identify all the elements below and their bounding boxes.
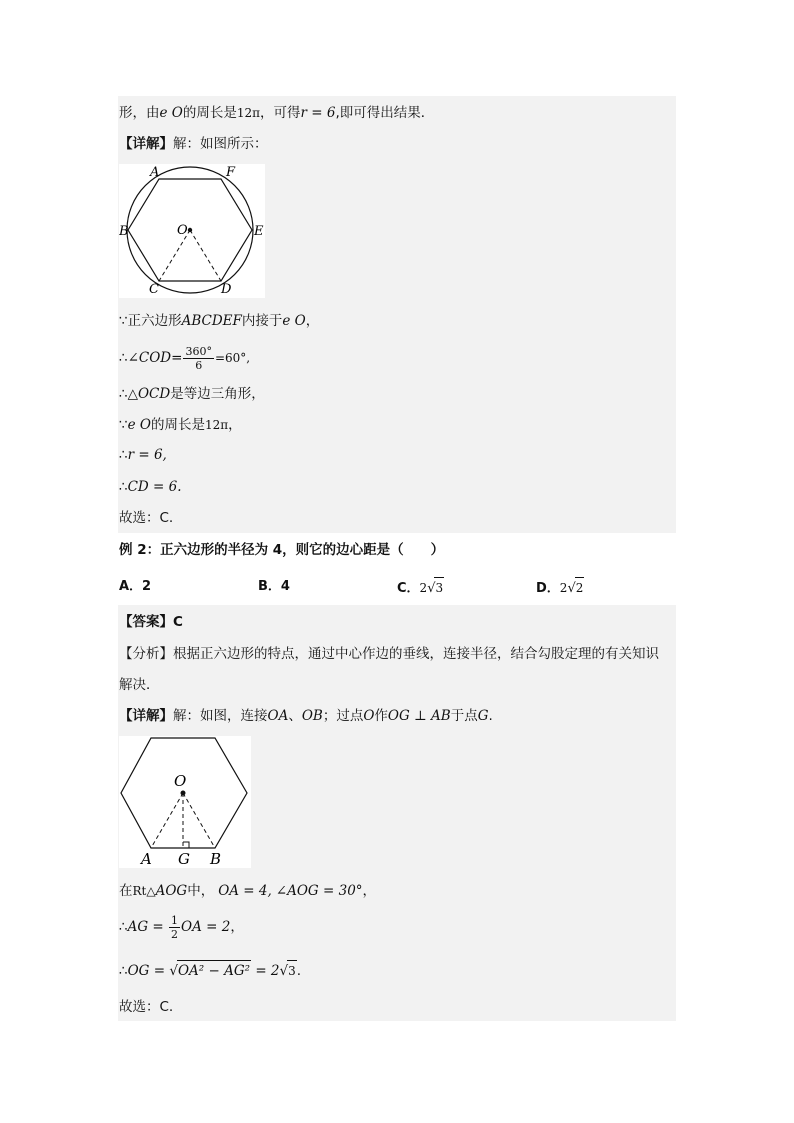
label-B: B	[210, 850, 222, 868]
option-a[interactable]: A．2	[119, 579, 152, 594]
calc-line-3: ∴OG = √OA² − AG² = 2√3.	[119, 960, 301, 981]
step-5: ∴r = 6,	[119, 447, 167, 463]
sqrt-sign: √	[427, 581, 436, 596]
label-O: O	[177, 223, 188, 238]
step-6: ∴CD = 6.	[119, 479, 182, 495]
sqrt-sign: √	[169, 963, 178, 979]
label-G: G	[178, 850, 190, 868]
option-d[interactable]: D．2√2	[536, 577, 584, 599]
example-2-question: 例 2：正六边形的半径为 4，则它的边心距是（ ）	[119, 542, 445, 558]
analysis-line-2: 解决．	[119, 677, 160, 693]
answer-line: 【答案】C	[119, 614, 183, 630]
detail-tag: 【详解】	[119, 136, 173, 152]
detail-heading-1: 【详解】解：如图所示：	[119, 136, 268, 152]
sqrt-sign: √	[567, 581, 576, 596]
sqrt-sign: √	[279, 963, 289, 979]
option-c[interactable]: C．2√3	[397, 577, 444, 599]
calc-line-1: 在Rt△AOG中， OA = 4, ∠AOG = 30°，	[119, 883, 377, 899]
fraction-one-half: $\frac{1}{2}$	[171, 913, 179, 941]
choice-line-1: 故选：C.	[119, 510, 174, 526]
step-2: ∴∠COD= $\frac{360^\circ}{6}$ =60°,	[119, 344, 251, 372]
step-4: ∵e O的周长是12π，	[119, 417, 242, 433]
label-A: A	[150, 165, 160, 180]
step-1: ∵正六边形ABCDEF内接于e O，	[119, 313, 320, 329]
label-B: B	[119, 224, 129, 239]
calc-line-2: ∴AG = $\frac{1}{2}$ OA = 2，	[119, 913, 244, 941]
fraction-360-over-6: $\frac{360^\circ}{6}$	[185, 344, 212, 372]
analysis-line-1: 【分析】根据正六边形的特点，通过中心作边的垂线，连接半径，结合勾股定理的有关知识	[119, 646, 659, 662]
choice-line-2: 故选：C.	[119, 999, 174, 1015]
label-F: F	[226, 165, 236, 180]
option-b[interactable]: B．4	[258, 579, 290, 594]
hexagon-in-circle-figure	[119, 164, 265, 298]
label-C: C	[149, 282, 159, 297]
label-A: A	[141, 850, 152, 868]
hexagon-perpendicular-figure	[119, 736, 251, 868]
step-3: ∴△OCD是等边三角形，	[119, 386, 265, 402]
label-D: D	[221, 282, 232, 297]
detail-heading-2: 【详解】解：如图，连接OA、OB；过点O作OG ⊥ AB于点G.	[119, 708, 493, 724]
label-O: O	[174, 772, 187, 790]
label-E: E	[254, 224, 264, 239]
intro-line: 形，由e O的周长是12π，可得r = 6,即可得出结果．	[119, 105, 435, 121]
